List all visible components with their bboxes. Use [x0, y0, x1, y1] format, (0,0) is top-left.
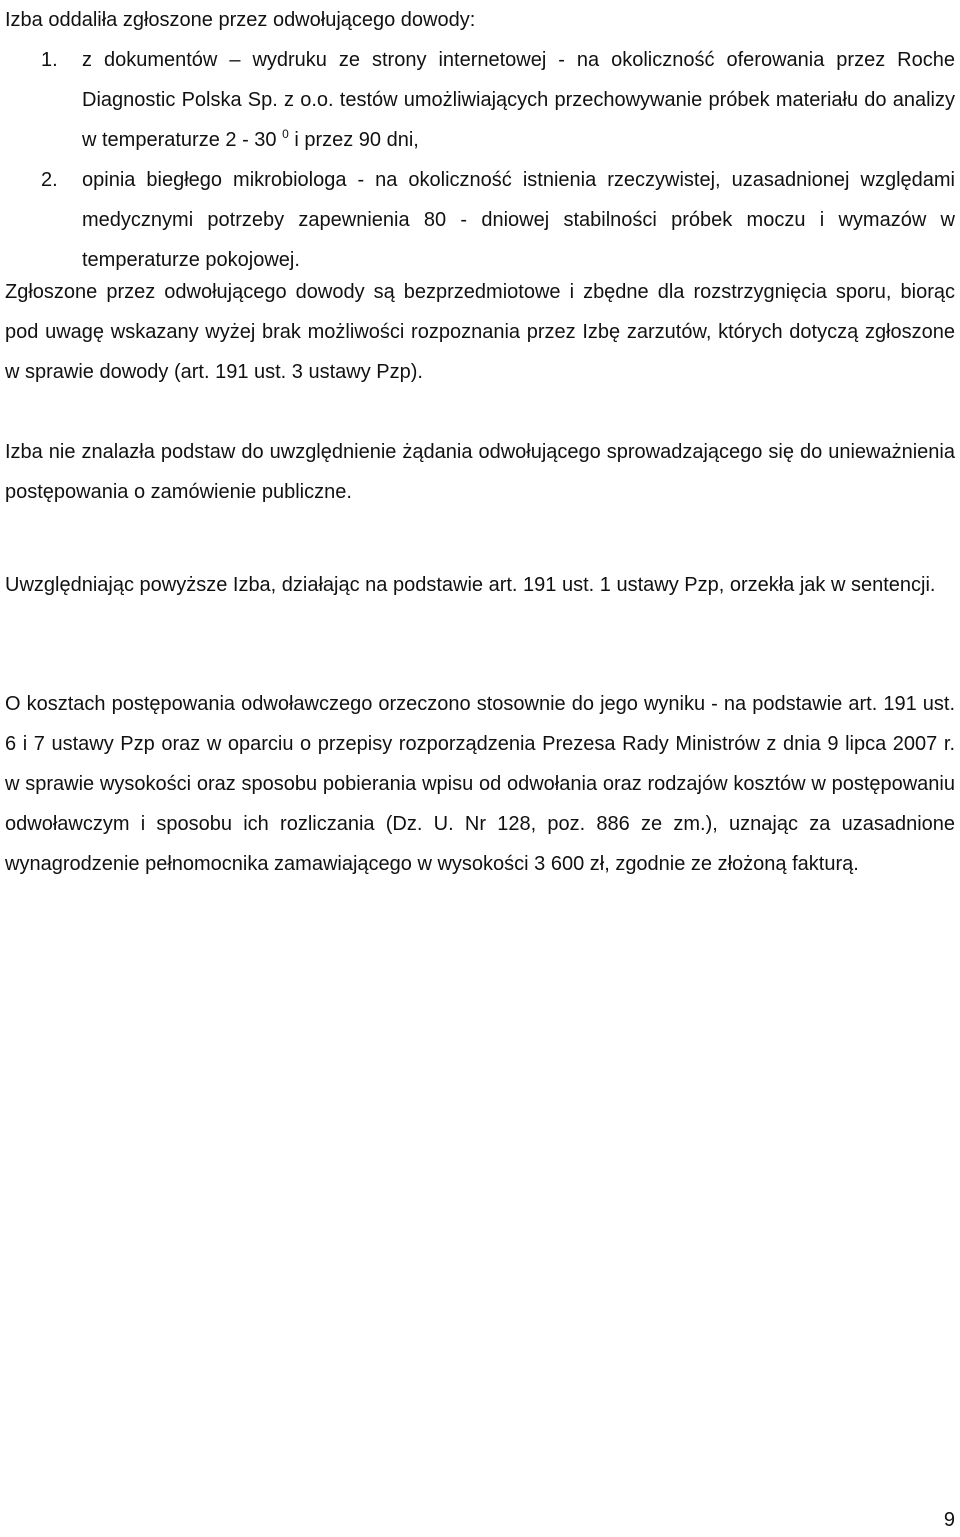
- evidence-list: [5, 40, 955, 280]
- degree-superscript: 0: [282, 127, 289, 141]
- list-item-text: z dokumentów – wydruku ze strony internetowej - na okoliczność oferowania przez Roche Diagnostic Polska Sp. z o.o. testów umożliwiających przechowywanie próbek materiału do analizy w temperaturze 2 - 30: [82, 49, 955, 151]
- list-item: [5, 40, 955, 160]
- paragraph-ruling-basis: Uwzględniając powyższe Izba, działając na podstawie art. 191 ust. 1 ustawy Pzp, orzekła jak w sentencji.: [5, 574, 936, 596]
- list-item: [5, 160, 955, 280]
- intro-line: Izba oddaliła zgłoszone przez odwołującego dowody:: [5, 9, 476, 31]
- list-item-number: 1.: [41, 49, 58, 71]
- paragraph-evidence-irrelevant: Zgłoszone przez odwołującego dowody są bezprzedmiotowe i zbędne dla rozstrzygnięcia sporu, biorąc pod uwagę wskazany wyżej brak możliwości rozpoznania przez Izbę zarzutów, których dotyczą zgłoszone w sprawie dowody (art. 191 ust. 3 ustawy Pzp).: [5, 281, 955, 383]
- list-item-text: opinia biegłego mikrobiologa - na okoliczność istnienia rzeczywistej, uzasadnionej względami medycznymi potrzeby zapewnienia 80 - dniowej stabilności próbek moczu i wymazów w temperaturze pokojowej.: [82, 169, 955, 271]
- list-item-number: 2.: [41, 169, 58, 191]
- paragraph-costs: O kosztach postępowania odwoławczego orzeczono stosownie do jego wyniku - na podstawie art. 191 ust. 6 i 7 ustawy Pzp oraz w oparciu o przepisy rozporządzenia Prezesa Rady Ministrów z dnia 9 lipca 2007 r. w sprawie wysokości oraz sposobu pobierania wpisu od odwołania oraz rodzajów kosztów w postępowaniu odwoławczym i sposobu ich rozliczania (Dz. U. Nr 128, poz. 886 ze zm.), uznając za uzasadnione wynagrodzenie pełnomocnika zamawiającego w wysokości 3 600 zł, zgodnie ze złożoną fakturą.: [5, 693, 955, 875]
- paragraph-no-grounds: Izba nie znalazła podstaw do uwzględnienie żądania odwołującego sprowadzającego się do unieważnienia postępowania o zamówienie publiczne.: [5, 441, 955, 503]
- list-item-text-tail: i przez 90 dni,: [288, 129, 419, 151]
- page-number: 9: [943, 1509, 955, 1531]
